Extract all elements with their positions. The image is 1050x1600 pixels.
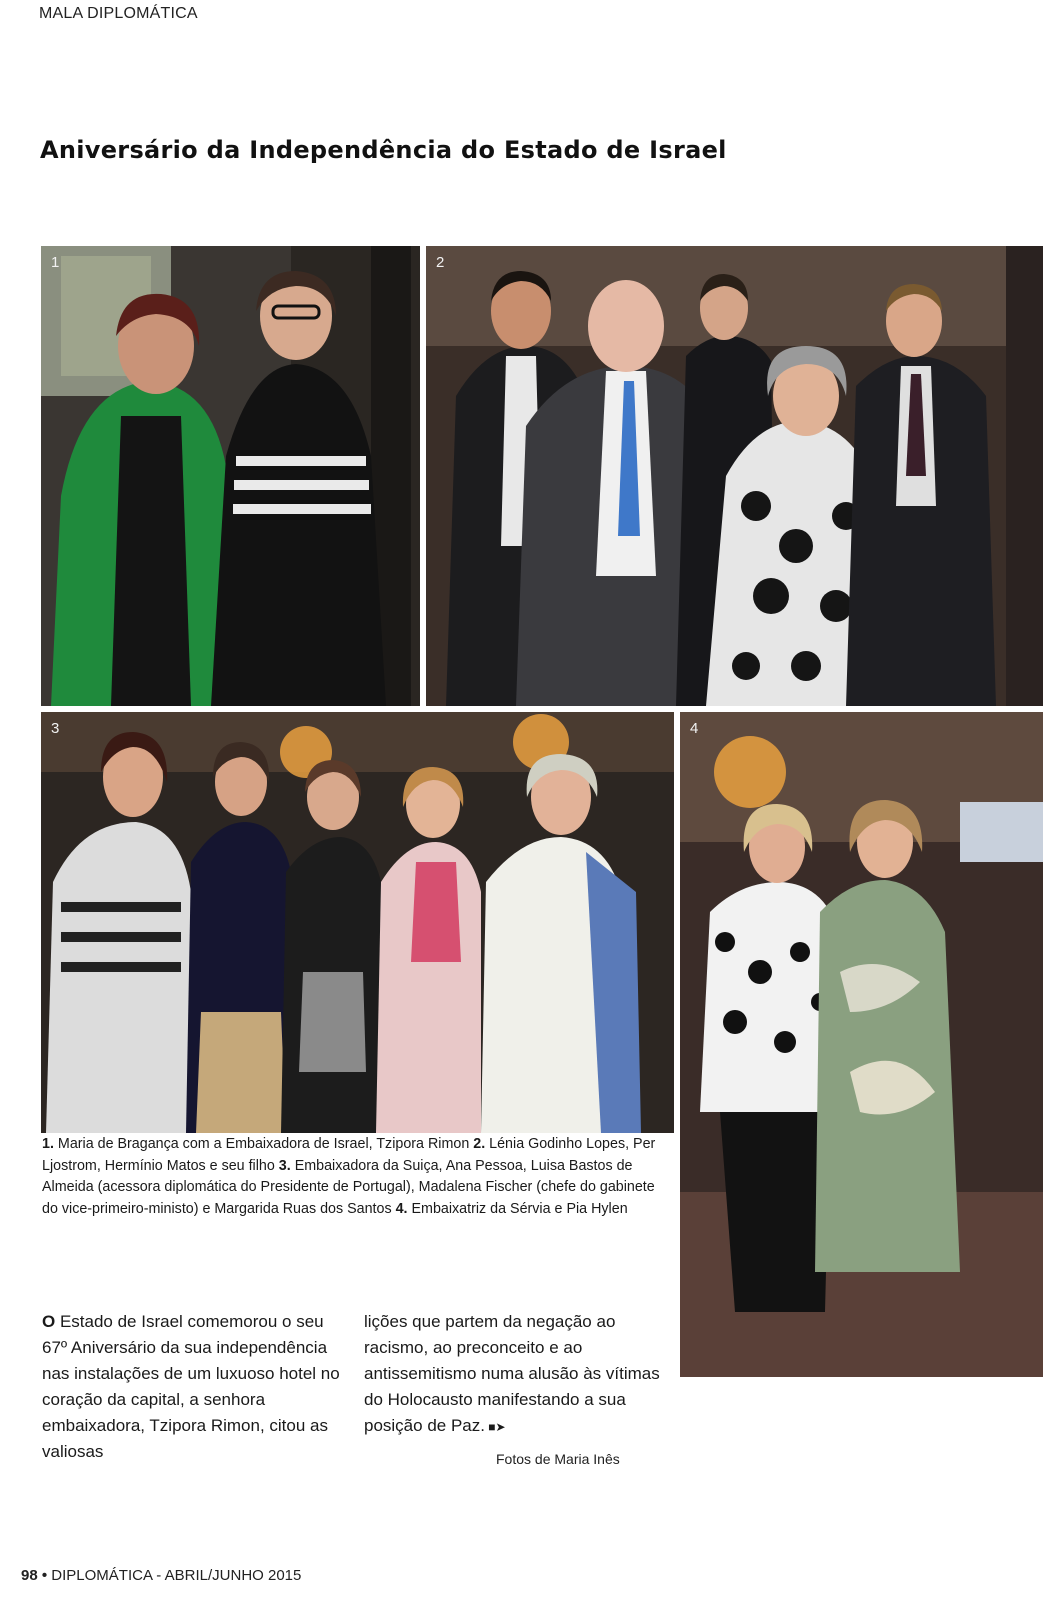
page-number: 98 xyxy=(21,1567,38,1584)
photo-caption xyxy=(42,1134,672,1220)
page-footer xyxy=(21,1567,301,1584)
drop-cap: O xyxy=(42,1312,56,1331)
body-text-1: Estado de Israel comemorou o seu 67º Aniversário da sua independência nas instalações de um luxuoso hotel no coração da capital, a senhora embaixadora, Tzipora Rimon, citou as valiosas xyxy=(42,1312,340,1461)
footer-separator: • xyxy=(37,1567,52,1584)
article-title: Aniversário da Independência do Estado de Israel xyxy=(40,136,727,164)
photo-2 xyxy=(426,246,1043,706)
publication-info: DIPLOMÁTICA - ABRIL/JUNHO 2015 xyxy=(51,1567,302,1584)
photo-1-image xyxy=(41,246,420,706)
photo-3 xyxy=(41,712,674,1133)
caption-num-4: 4. xyxy=(395,1200,408,1217)
caption-num-3: 3. xyxy=(278,1157,291,1174)
photo-4-number: 4 xyxy=(690,720,699,737)
caption-num-2: 2. xyxy=(473,1136,486,1152)
photo-credit: Fotos de Maria Inês xyxy=(496,1451,620,1467)
caption-text-4: Embaixatriz da Sérvia e Pia Hylen xyxy=(407,1200,628,1217)
photo-1-number: 1 xyxy=(51,254,60,271)
body-column-2 xyxy=(364,1309,669,1440)
photo-3-image xyxy=(41,712,674,1133)
end-mark-icon: ■➤ xyxy=(484,1420,506,1434)
body-text-2: lições que partem da negação ao racismo, ao preconceito e ao antissemitismo numa alusão às vítimas do Holocausto manifestando a sua posição de Paz. xyxy=(364,1312,660,1435)
photo-4-image xyxy=(680,712,1043,1377)
body-column-1 xyxy=(42,1309,347,1465)
photo-2-number: 2 xyxy=(436,254,445,271)
caption-text-1: Maria de Bragança com a Embaixadora de Israel, Tzipora Rimon xyxy=(53,1136,474,1152)
section-label: MALA DIPLOMÁTICA xyxy=(39,5,198,22)
photo-3-number: 3 xyxy=(51,720,60,737)
caption-text-2: Lénia Godinho Lopes, Per Ljostrom, Hermínio Matos e seu filho xyxy=(42,1136,656,1174)
photo-1 xyxy=(41,246,420,706)
caption-text-3: Embaixadora da Suiça, Ana Pessoa, Luisa Bastos de Almeida (acessora diplomática do Presidente de Portugal), Madalena Fischer (chefe do gabinete do vice-primeiro-ministo) e Margarida Ruas dos Santos xyxy=(42,1157,655,1217)
photo-4 xyxy=(680,712,1043,1377)
caption-num-1: 1. xyxy=(42,1136,54,1152)
photo-2-image xyxy=(426,246,1043,706)
